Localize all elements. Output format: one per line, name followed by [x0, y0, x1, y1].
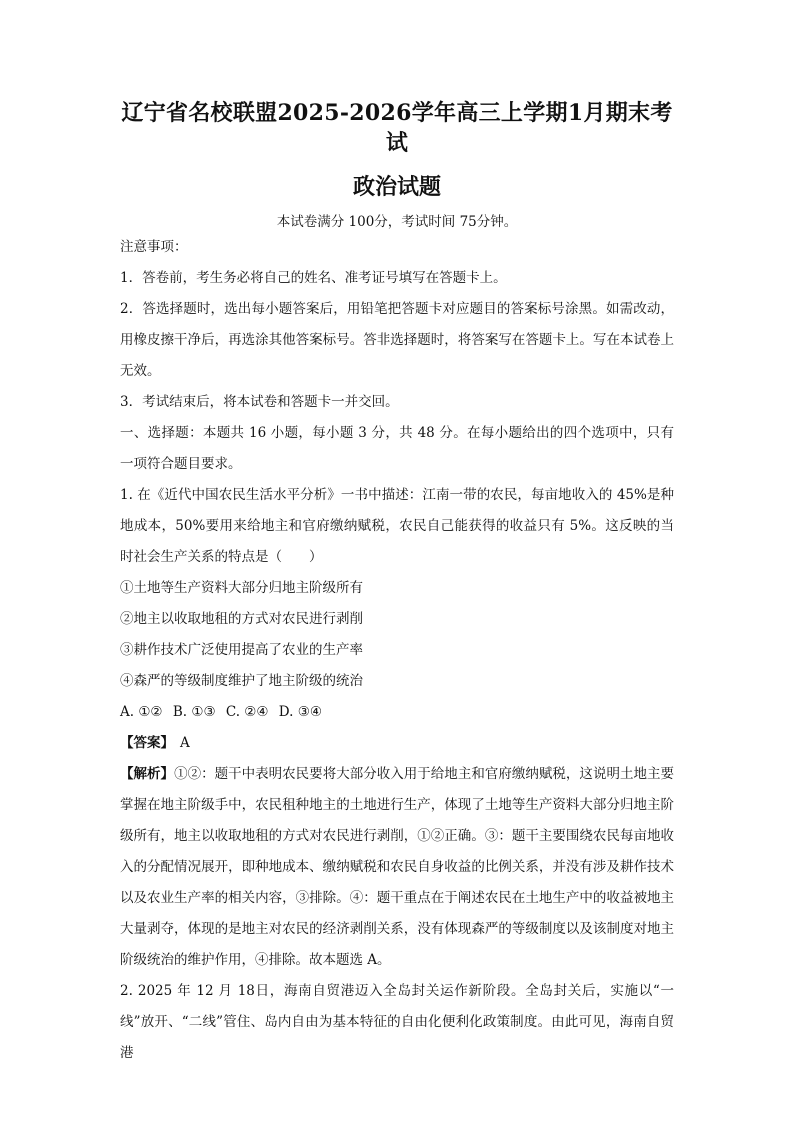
answer-label: 【答案】: [120, 735, 174, 751]
analysis-text: ①②：题干中表明农民要将大部分收入用于给地主和官府缴纳赋税，这说明土地主要掌握在地主阶级手中，农民租种地主的土地进行生产，体现了土地等生产资料大部分归地主阶级所有，地主以收取地租的方式对农民进行剥削，①②正确。③：题干主要围绕农民每亩地收入的分配情况展开，即种地成本、缴纳赋税和农民自身收益的比例关系，并没有涉及耕作技术以及农业生产率的相关内容，③排除。④：题干重点在于阐述农民在土地生产中的收益被地主大量剥夺，体现的是地主对农民的经济剥削关系，没有体现森严的等级制度以及该制度对地主阶级统治的维护作用，④排除。故本题选 A。: [120, 766, 675, 968]
exam-info: 本试卷满分 100分，考试时间 75分钟。: [276, 214, 518, 230]
question-1-statement-4: ④森严的等级制度维护了地主阶级的统治: [120, 673, 363, 689]
option-d: D. ③④: [278, 704, 322, 720]
option-b: B. ①③: [172, 704, 216, 720]
question-1-statement-2: ②地主以收取地租的方式对农民进行剥削: [120, 611, 363, 627]
question-2-stem: 2. 2025 年 12 月 18日，海南自贸港迈入全岛封关运作新阶段。全岛封关后，实施以“一线”放开、“二线”管住、岛内自由为基本特征的自由化便利化政策制度。由此可见，海南自贸港: [120, 983, 674, 1061]
note-item-2: 2．答选择题时，选出每小题答案后，用铅笔把答题卡对应题目的答案标号涂黑。如需改动，用橡皮擦干净后，再选涂其他答案标号。答非选择题时，将答案写在答题卡上。写在本试卷上无效。: [120, 301, 674, 379]
section-heading: 一、选择题：本题共 16 小题，每小题 3 分，共 48 分。在每小题给出的四个选项中，只有一项符合题目要求。: [120, 425, 674, 472]
question-1-options: [120, 697, 674, 728]
note-item-3: 3．考试结束后，将本试卷和答题卡一并交回。: [120, 394, 399, 410]
question-1-statement-1: ①土地等生产资料大部分归地主阶级所有: [120, 580, 363, 596]
document-title: 辽宁省名校联盟2025-2026学年高三上学期1月期末考试: [121, 100, 673, 156]
notes-heading: 注意事项：: [120, 239, 188, 255]
question-1-statement-3: ③耕作技术广泛使用提高了农业的生产率: [120, 642, 363, 658]
analysis-label: 【解析】: [120, 766, 175, 782]
option-a: A. ①②: [120, 704, 163, 720]
option-c: C. ②④: [225, 704, 269, 720]
answer-value: A: [180, 735, 190, 751]
question-1-answer: [120, 728, 674, 759]
question-1-analysis: [120, 759, 674, 976]
note-item-1: 1．答卷前，考生务必将自己的姓名、准考证号填写在答题卡上。: [120, 270, 507, 286]
document-subtitle: 政治试题: [352, 174, 441, 200]
question-1-stem: 1. 在《近代中国农民生活水平分析》一书中描述：江南一带的农民，每亩地收入的 45%是种地成本，50%要用来给地主和官府缴纳赋税，农民自己能获得的收益只有 5%。这反映的当时社会生产关系的特点是（ ）: [120, 487, 674, 565]
